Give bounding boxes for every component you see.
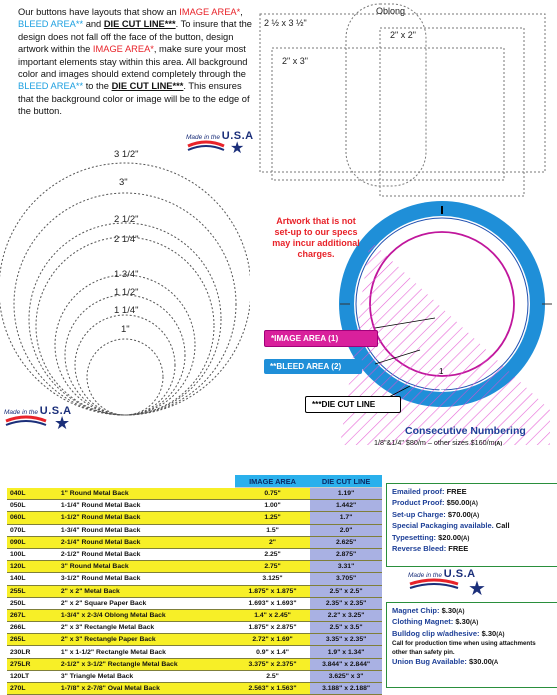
bleed-area-term: BLEED AREA** xyxy=(18,81,84,92)
size-label: 3 1/2" xyxy=(114,149,139,160)
table-row xyxy=(7,622,382,634)
product-description: 3" Round Metal Back xyxy=(58,561,235,573)
size-label: 2 1/4" xyxy=(114,234,139,245)
product-description: 1-1/2" Round Metal Back xyxy=(58,512,235,524)
fee-label: Magnet Chip: xyxy=(392,606,440,615)
die-cut-value: 1.19" xyxy=(310,488,382,500)
fee-suffix: (A) xyxy=(461,535,470,542)
die-cut-value: 1.442" xyxy=(310,500,382,512)
fee-suffix: (A) xyxy=(496,631,505,638)
number-1: 1 xyxy=(439,367,444,376)
circle-2-1-2 xyxy=(29,223,221,415)
button-size-table xyxy=(7,475,382,695)
product-code: 250L xyxy=(7,597,58,609)
circle-3 xyxy=(14,193,236,415)
die-cut-callout: ***DIE CUT LINE xyxy=(305,396,401,413)
fee-label: Union Bug Available: xyxy=(392,657,467,667)
size-label: 1" xyxy=(121,324,130,335)
made-in-usa-logo xyxy=(408,568,486,600)
die-cut-header: DIE CUT LINE xyxy=(310,475,382,488)
table-row xyxy=(7,536,382,548)
fee-label: Typesetting: xyxy=(392,532,437,542)
image-area-value: 1.5" xyxy=(235,524,310,536)
rect-2x2 xyxy=(380,28,524,196)
fee-value: $50.00 xyxy=(444,498,470,508)
size-label: 3" xyxy=(119,177,128,188)
image-area-value: 2.75" xyxy=(235,561,310,573)
product-description: 3" Triangle Metal Back xyxy=(58,670,235,682)
bleed-area-term: BLEED AREA** xyxy=(18,19,84,30)
fee-label: Clothing Magnet: xyxy=(392,617,454,627)
fee-label: Product Proof: xyxy=(392,498,445,508)
image-area-value: 1.25" xyxy=(235,512,310,524)
bleed-area-callout: **BLEED AREA (2) xyxy=(264,359,362,374)
fee-label: Set-up Charge: xyxy=(392,509,446,519)
die-cut-value: 3.35" x 2.35" xyxy=(310,634,382,646)
fee-line xyxy=(392,487,552,498)
product-description: 1-7/8" x 2-7/8" Oval Metal Back xyxy=(58,683,235,695)
image-area-term: IMAGE AREA* xyxy=(92,44,154,55)
die-cut-value: 2.2" x 3.25" xyxy=(310,609,382,621)
die-cut-value: 2.875" xyxy=(310,548,382,560)
rectangle-sizes-diagram xyxy=(258,0,557,200)
table-row xyxy=(7,561,382,573)
product-description: 3-1/2" Round Metal Back xyxy=(58,573,235,585)
product-description: 2-1/2" x 3-1/2" Rectangle Metal Back xyxy=(58,658,235,670)
fee-line xyxy=(392,510,552,521)
image-area-value: 3.125" xyxy=(235,573,310,585)
product-description: 2" x 2" Square Paper Back xyxy=(58,597,235,609)
product-description: 2" x 3" Rectangle Metal Back xyxy=(58,622,235,634)
fee-suffix: (A) xyxy=(469,620,479,627)
warning-line: charges. xyxy=(297,249,335,259)
die-cut-value: 3.31" xyxy=(310,561,382,573)
fee-line xyxy=(392,533,552,544)
fee-value: $.30 xyxy=(453,617,470,627)
fee-label: Special Packaging available. xyxy=(392,521,494,531)
oblong-label: Oblong xyxy=(376,6,406,16)
image-area-value: 3.375" x 2.375" xyxy=(235,658,310,670)
made-in-text: Made in the xyxy=(408,572,442,579)
table-body xyxy=(7,488,382,695)
table-row xyxy=(7,548,382,560)
product-code: 050L xyxy=(7,500,58,512)
image-area-header: IMAGE AREA xyxy=(235,475,310,488)
fee-value: FREE xyxy=(446,544,469,554)
die-cut-value: 3.705" xyxy=(310,573,382,585)
fee-suffix: (A) xyxy=(470,512,480,519)
die-cut-term: DIE CUT LINE*** xyxy=(103,19,176,30)
table-row xyxy=(7,500,382,512)
table-row xyxy=(7,609,382,621)
fee-value: $30.00 xyxy=(466,657,492,667)
table-row xyxy=(7,670,382,682)
product-description: 2-1/2" Round Metal Back xyxy=(58,548,235,560)
fee-value: $.30 xyxy=(479,628,497,638)
intro-paragraph xyxy=(18,6,254,118)
intro-text: . To insure that the design does not fall off the face of the button, design artwork within the xyxy=(18,19,252,55)
image-area-value: 1.693" x 1.693" xyxy=(235,597,310,609)
made-in-usa-logo xyxy=(186,130,254,157)
size-label: 1 1/4" xyxy=(114,305,139,316)
warning-line: Artwork that is not xyxy=(276,216,356,226)
image-area-callout: *IMAGE AREA (1) xyxy=(264,330,378,347)
fee-label: Bulldog clip w/adhesive: xyxy=(392,628,480,638)
image-area-value: 1.4" x 2.45" xyxy=(235,609,310,621)
image-area-value: 2.72" x 1.69" xyxy=(235,634,310,646)
rect-2x3 xyxy=(272,48,504,180)
star-icon: ★ xyxy=(54,413,71,433)
usa-text: U.S.A xyxy=(39,405,72,417)
rect-label: 2" x 2" xyxy=(390,30,416,40)
product-code: 267L xyxy=(7,609,58,621)
flag-swoosh-icon xyxy=(408,578,460,592)
made-in-usa-logo xyxy=(4,405,72,433)
product-description: 1-3/4" Round Metal Back xyxy=(58,524,235,536)
size-label: 2 1/2" xyxy=(114,214,139,225)
image-area-term: IMAGE AREA* xyxy=(179,7,241,17)
product-description: 1-3/4" x 2-3/4 Oblong Metal Back xyxy=(58,609,235,621)
fee-value: FREE xyxy=(444,487,467,496)
bulldog-line xyxy=(392,629,552,640)
circle-sizes-diagram xyxy=(0,145,250,420)
number-2: 2 xyxy=(439,383,445,394)
intro-text: , xyxy=(240,7,243,17)
product-code: 140L xyxy=(7,573,58,585)
warning-line: set-up to our specs xyxy=(274,227,358,237)
fee-value: Call xyxy=(493,521,510,531)
product-description: 2-1/4" Round Metal Back xyxy=(58,536,235,548)
die-cut-value: 2.625" xyxy=(310,536,382,548)
clothing-magnet-line xyxy=(392,617,552,628)
intro-text: and xyxy=(83,19,104,30)
fee-label: Emailed proof: xyxy=(392,487,445,496)
magnet-chip-line xyxy=(392,606,552,617)
die-cut-value: 1.9" x 1.34" xyxy=(310,646,382,658)
die-cut-value: 2.5" x 3.5" xyxy=(310,622,382,634)
consecutive-price-text: 1/8"&1/4" $80/m – other sizes $160/m xyxy=(374,438,495,447)
size-label: 1 3/4" xyxy=(114,269,139,280)
fee-line xyxy=(392,521,552,532)
fee-label: Reverse Bleed: xyxy=(392,544,447,554)
fee-suffix: (A) xyxy=(456,609,465,615)
consecutive-suffix: (A) xyxy=(494,441,503,447)
image-area-value: 2.5" xyxy=(235,670,310,682)
image-area-value: 1.875" x 1.875" xyxy=(235,585,310,597)
button-layout-diagram xyxy=(250,200,557,445)
image-area-value: 1.00" xyxy=(235,500,310,512)
rect-label: 2 ½ x 3 ½" xyxy=(264,18,307,28)
product-code: 230LR xyxy=(7,646,58,658)
flag-swoosh-icon xyxy=(4,415,48,429)
product-code: 120L xyxy=(7,561,58,573)
usa-text: U.S.A xyxy=(221,130,254,142)
table-row xyxy=(7,488,382,500)
die-cut-value: 2.35" x 2.35" xyxy=(310,597,382,609)
table-row xyxy=(7,585,382,597)
die-cut-value: 1.7" xyxy=(310,512,382,524)
die-cut-value: 3.188" x 2.188" xyxy=(310,683,382,695)
fee-value: $20.00 xyxy=(436,532,462,542)
product-code: 060L xyxy=(7,512,58,524)
made-in-text: Made in the xyxy=(4,409,38,416)
image-area-value: 1.875" x 2.875" xyxy=(235,622,310,634)
table-row xyxy=(7,683,382,695)
fee-suffix: (A xyxy=(491,660,499,667)
fee-suffix: (A) xyxy=(469,501,478,508)
attachments-box xyxy=(386,602,557,688)
image-area-value: 0.75" xyxy=(235,488,310,500)
product-code: 100L xyxy=(7,548,58,560)
product-code: 090L xyxy=(7,536,58,548)
product-code: 270L xyxy=(7,683,58,695)
fee-value: $70.00 xyxy=(445,509,471,519)
intro-text: Our buttons have layouts that show an xyxy=(18,7,180,17)
product-description: 1" x 1-1/2" Rectangle Metal Back xyxy=(58,646,235,658)
product-code: 070L xyxy=(7,524,58,536)
image-area-value: 2.563" x 1.563" xyxy=(235,683,310,695)
consecutive-pricing xyxy=(374,438,502,447)
table-row xyxy=(7,524,382,536)
intro-text: , make sure your most important elements stay within this area. All background color and images should extend completely through the xyxy=(18,44,248,80)
fee-line xyxy=(392,498,552,509)
product-code: 266L xyxy=(7,622,58,634)
product-code: 120LT xyxy=(7,670,58,682)
made-in-text: Made in the xyxy=(186,134,220,141)
fees-box xyxy=(386,483,557,567)
product-description: 2" x 3" Rectangle Paper Back xyxy=(58,634,235,646)
product-description: 2" x 2" Metal Back xyxy=(58,585,235,597)
star-icon: ★ xyxy=(468,578,486,600)
consecutive-title: Consecutive Numbering xyxy=(405,425,526,437)
die-cut-value: 3.844" x 2.844" xyxy=(310,658,382,670)
product-code: 265L xyxy=(7,634,58,646)
product-description: 1-1/4" Round Metal Back xyxy=(58,500,235,512)
product-code: 255L xyxy=(7,585,58,597)
image-area-value: 0.9" x 1.4" xyxy=(235,646,310,658)
size-label: 1 1/2" xyxy=(114,287,139,298)
product-code: 275LR xyxy=(7,658,58,670)
table-row xyxy=(7,573,382,585)
star-icon: ★ xyxy=(230,140,245,157)
table-row xyxy=(7,646,382,658)
warning-line: may incur additional xyxy=(272,238,360,248)
table-row xyxy=(7,634,382,646)
table-row xyxy=(7,597,382,609)
attachment-note: Call for production time when using attachments other than safety pin. xyxy=(392,640,536,656)
table-row xyxy=(7,658,382,670)
rect-label: 2" x 3" xyxy=(282,56,308,66)
die-cut-value: 2.0" xyxy=(310,524,382,536)
product-code: 040L xyxy=(7,488,58,500)
image-area-value: 2" xyxy=(235,536,310,548)
die-cut-term: DIE CUT LINE*** xyxy=(111,81,184,92)
image-area-value: 2.25" xyxy=(235,548,310,560)
intro-text: . This ensures that the background color or image will be to the edge of the button. xyxy=(18,81,250,117)
union-bug-line xyxy=(392,657,552,668)
fee-line xyxy=(392,544,552,555)
fee-value: $.30 xyxy=(439,606,457,615)
intro-text: to the xyxy=(83,81,112,92)
circle-1 xyxy=(87,339,163,415)
product-description: 1" Round Metal Back xyxy=(58,488,235,500)
die-cut-value: 3.625" x 3" xyxy=(310,670,382,682)
usa-text: U.S.A xyxy=(443,568,476,580)
table-row xyxy=(7,512,382,524)
die-cut-value: 2.5" x 2.5" xyxy=(310,585,382,597)
